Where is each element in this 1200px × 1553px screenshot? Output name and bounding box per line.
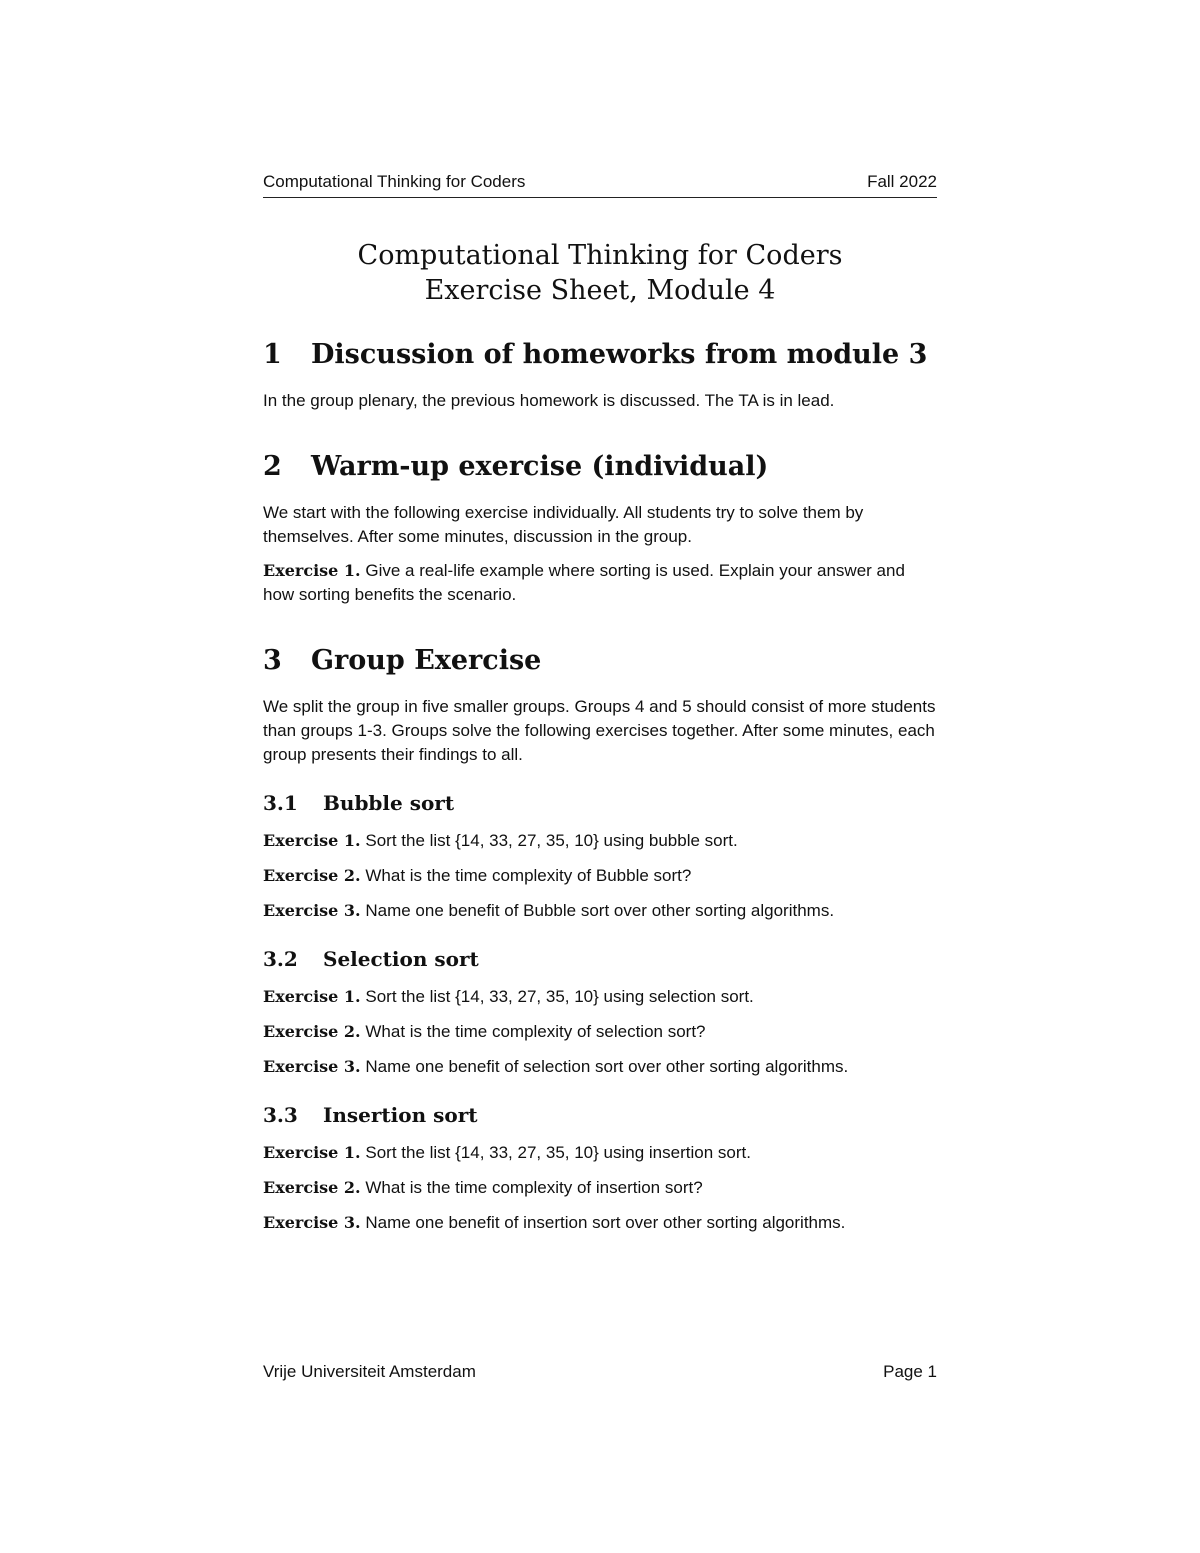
exercise-item: Exercise 1. Sort the list {14, 33, 27, 35, 10} using selection sort. <box>263 987 754 1006</box>
page-number: Page 1 <box>883 1362 937 1381</box>
section-2-exercise: Exercise 1. Give a real-life example where sorting is used. Explain your answer and how sorting benefits the scenario. <box>263 561 905 604</box>
subsection-3-2-heading: 3.2 Selection sort <box>263 947 479 971</box>
running-header <box>263 172 937 198</box>
subsection-3-1-heading: 3.1 Bubble sort <box>263 791 455 815</box>
exercise-item: Exercise 1. Sort the list {14, 33, 27, 35, 10} using insertion sort. <box>263 1143 751 1162</box>
title-line-1: Computational Thinking for Coders <box>357 240 843 271</box>
exercise-item: Exercise 3. Name one benefit of selection sort over other sorting algorithms. <box>263 1057 849 1076</box>
subsection-3-3-heading: 3.3 Insertion sort <box>263 1103 478 1127</box>
section-3-text: We split the group in five smaller groups. Groups 4 and 5 should consist of more students than groups 1-3. Groups solve the following exercises together. After some minutes, each group presents their findings to all. <box>263 697 936 764</box>
exercise-item: Exercise 3. Name one benefit of Bubble sort over other sorting algorithms. <box>263 901 835 920</box>
section-1-heading: 1 Discussion of homeworks from module 3 <box>263 339 928 370</box>
exercise-item: Exercise 1. Sort the list {14, 33, 27, 35, 10} using bubble sort. <box>263 831 738 850</box>
page-footer <box>263 1362 937 1382</box>
exercise-item: Exercise 2. What is the time complexity of selection sort? <box>263 1022 706 1041</box>
title-line-2: Exercise Sheet, Module 4 <box>424 275 776 306</box>
exercise-item: Exercise 3. Name one benefit of insertion sort over other sorting algorithms. <box>263 1213 846 1232</box>
exercise-item: Exercise 2. What is the time complexity of insertion sort? <box>263 1178 703 1197</box>
header-term: Fall 2022 <box>867 172 937 191</box>
header-course-title: Computational Thinking for Coders <box>263 172 526 191</box>
document-body <box>263 335 937 1235</box>
document-title <box>263 238 937 308</box>
section-1-text: In the group plenary, the previous homework is discussed. The TA is in lead. <box>263 391 835 410</box>
section-3-heading: 3 Group Exercise <box>263 645 542 676</box>
section-2-text: We start with the following exercise individually. All students try to solve them by themselves. After some minutes, discussion in the group. <box>263 503 864 546</box>
exercise-item: Exercise 2. What is the time complexity of Bubble sort? <box>263 866 692 885</box>
section-2-heading: 2 Warm-up exercise (individual) <box>263 451 769 482</box>
footer-institution: Vrije Universiteit Amsterdam <box>263 1362 476 1381</box>
